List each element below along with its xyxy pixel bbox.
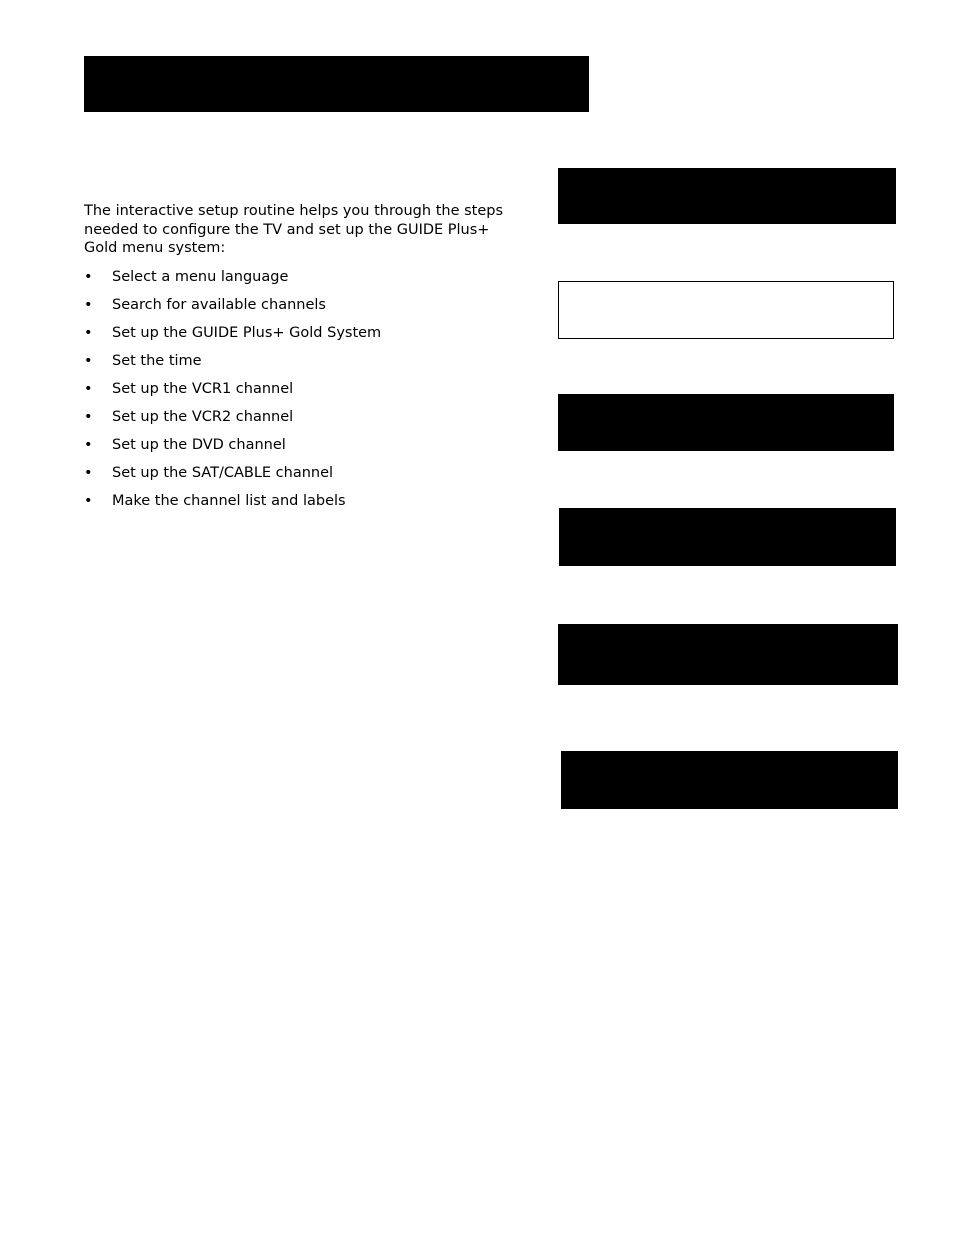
list-item: • Set up the SAT/CABLE channel [84,463,524,491]
intro-paragraph: The interactive setup routine helps you through the steps needed to configure the TV and set up the GUIDE Plus+ Gold menu system: [84,203,504,256]
list-item: • Set up the DVD channel [84,435,524,463]
callout-box-outlined [558,281,894,339]
list-item: • Set the time [84,351,524,379]
callout-box [558,624,898,685]
list-item: • Make the channel list and labels [84,491,524,519]
setup-steps-list [84,267,524,519]
list-item: • Set up the VCR1 channel [84,379,524,407]
list-item: • Set up the GUIDE Plus+ Gold System [84,323,524,351]
callout-box [558,394,894,451]
callout-box [561,751,898,809]
callout-box [559,508,896,566]
header-bar [84,56,589,112]
list-item: • Set up the VCR2 channel [84,407,524,435]
callout-box [558,168,896,224]
list-item: • Search for available channels [84,295,524,323]
list-item: • Select a menu language [84,267,524,295]
